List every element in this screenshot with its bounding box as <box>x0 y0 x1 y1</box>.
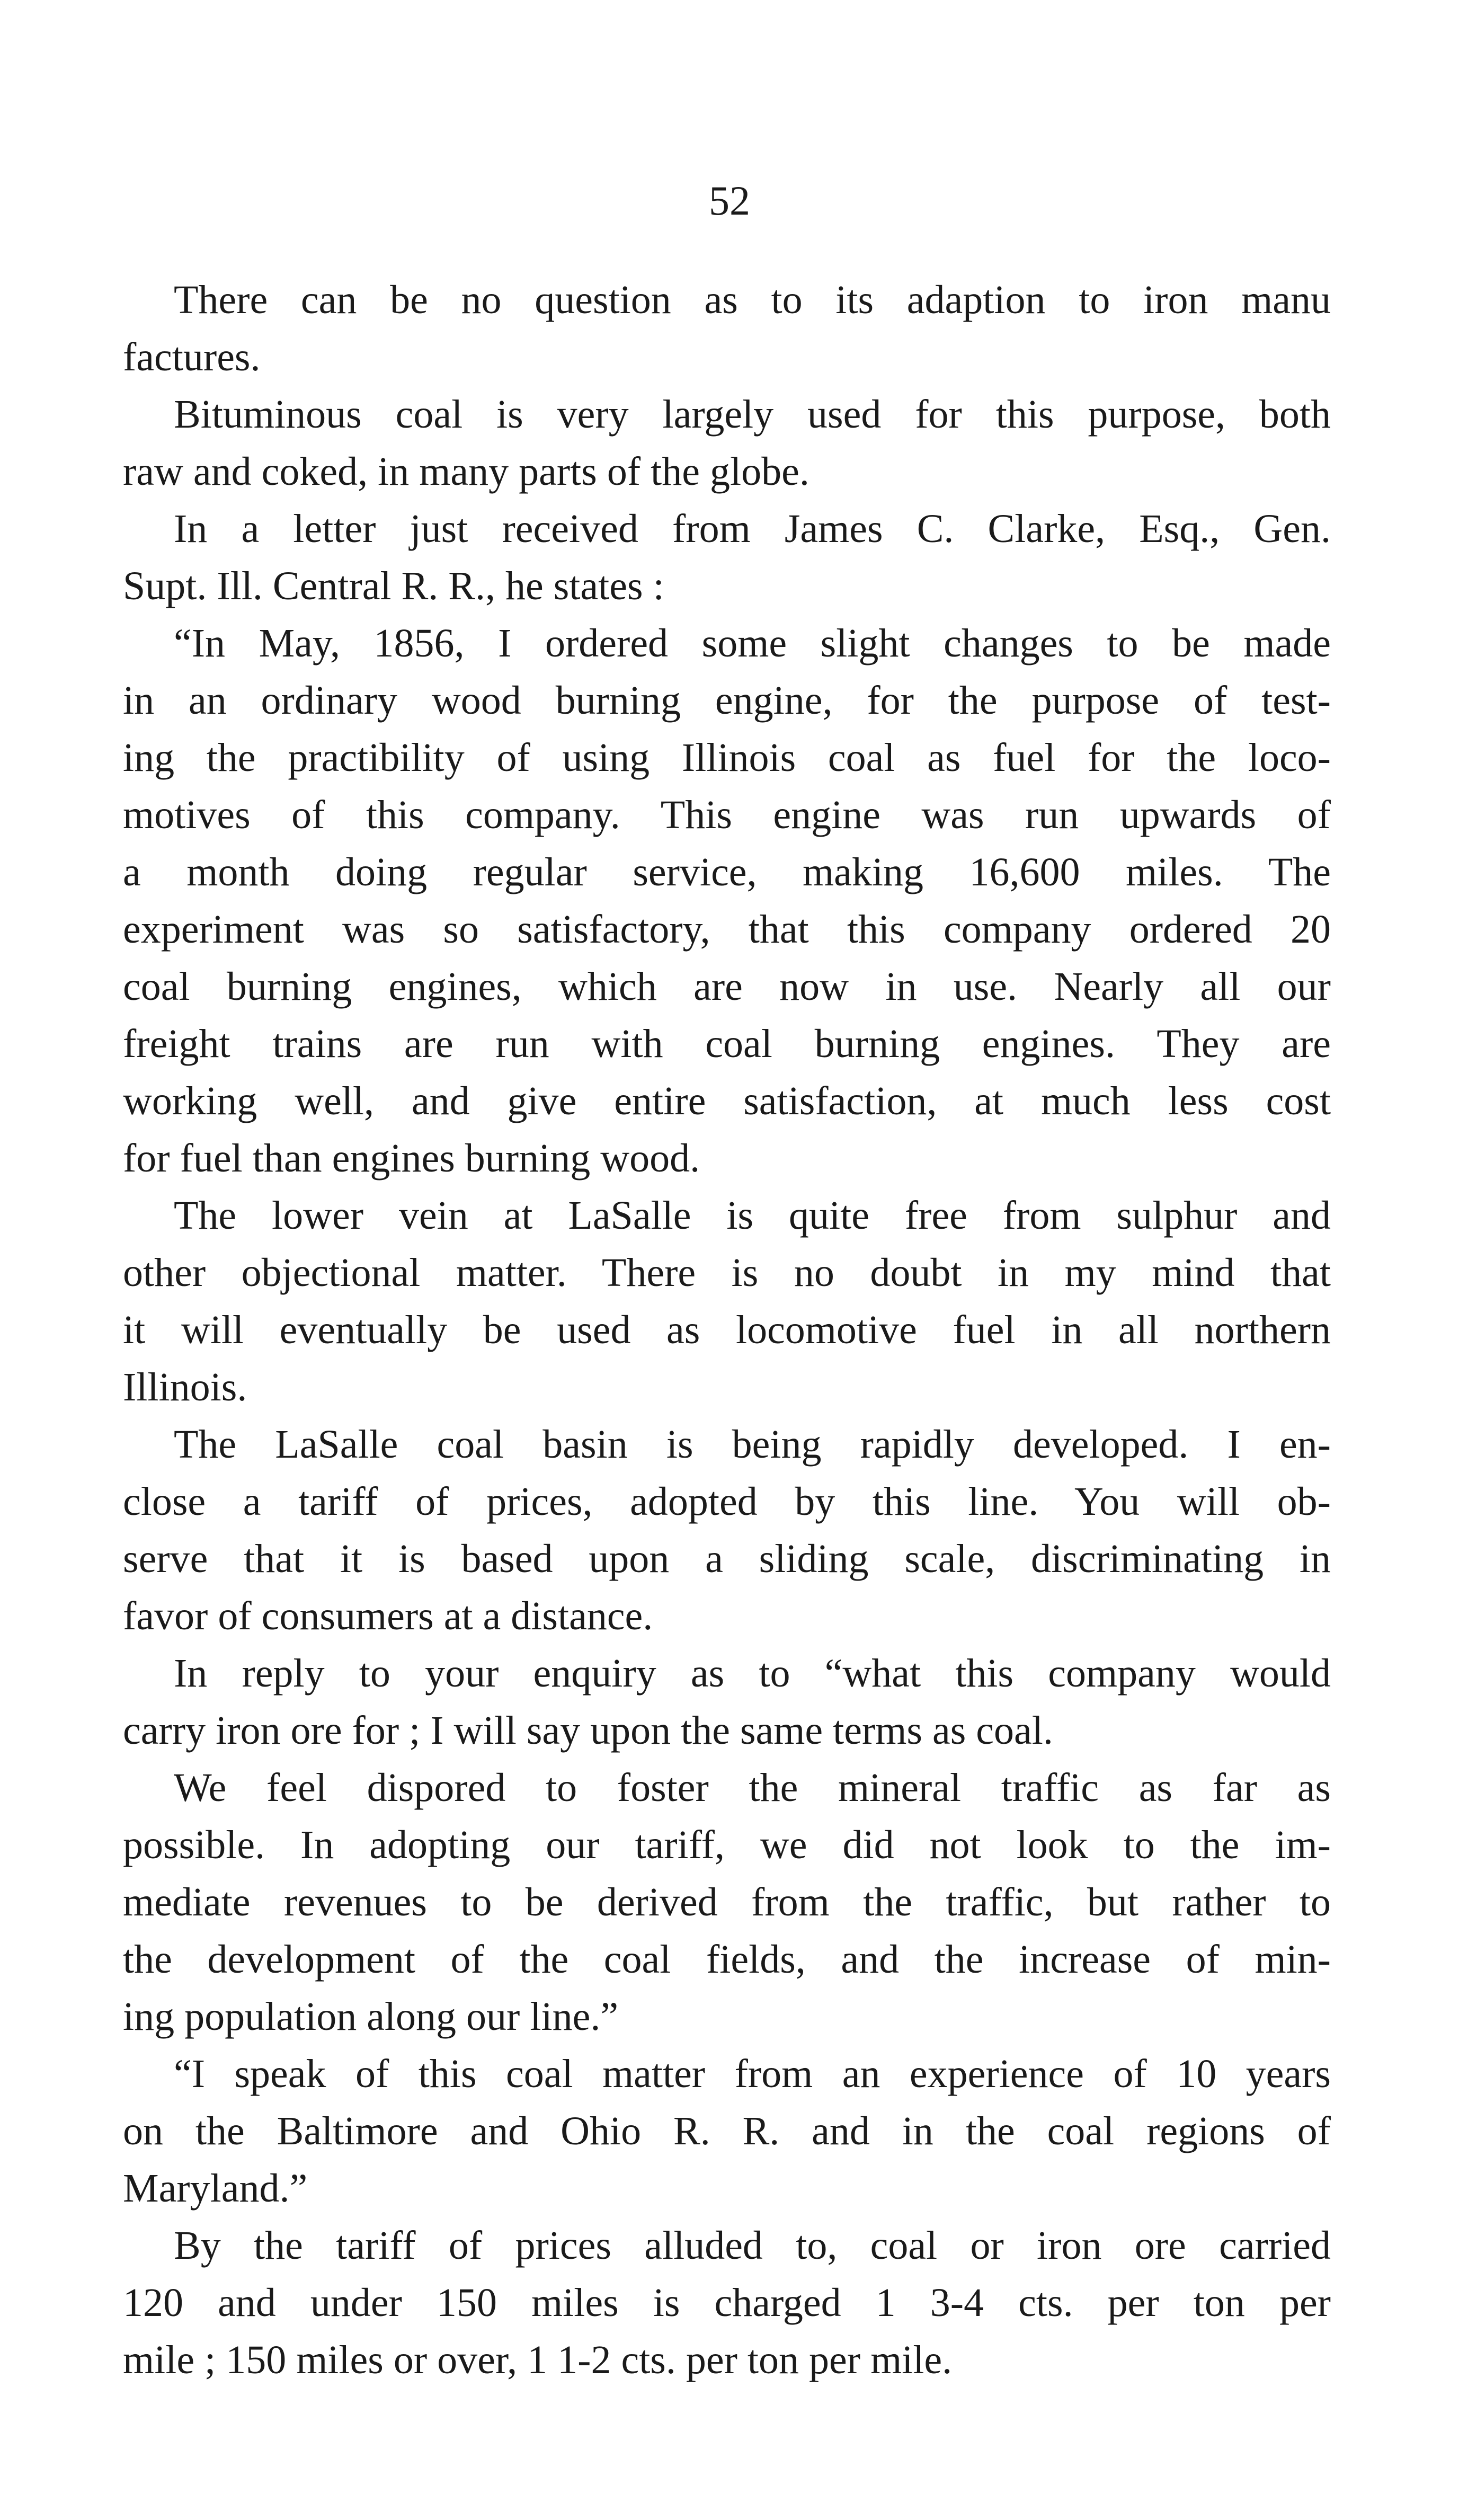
text-line: In a letter just received from James C. Clarke, Esq., Gen. <box>174 507 1331 551</box>
text-line: the development of the coal fields, and the increase of min- <box>123 1937 1331 1982</box>
text-line: Maryland.” <box>123 2166 308 2211</box>
text-line: mile ; 150 miles or over, 1 1-2 cts. per ton per mile. <box>123 2338 953 2382</box>
text-line: it will eventually be used as locomotive fuel in all northern <box>123 1308 1331 1352</box>
text-line: There can be no question as to its adaption to iron manu <box>174 278 1331 322</box>
text-line: for fuel than engines burning wood. <box>123 1136 700 1181</box>
text-line: factures. <box>123 335 261 379</box>
text-line: close a tariff of prices, adopted by this line. You will ob- <box>123 1479 1331 1524</box>
text-line: raw and coked, in many parts of the globe. <box>123 449 809 494</box>
text-line: other objectional matter. There is no doubt in my mind that <box>123 1250 1331 1295</box>
text-line: on the Baltimore and Ohio R. R. and in the coal regions of <box>123 2109 1331 2153</box>
text-line: Bituminous coal is very largely used for this purpose, both <box>174 392 1331 437</box>
text-line: freight trains are run with coal burning engines. They are <box>123 1022 1331 1066</box>
text-line: possible. In adopting our tariff, we did not look to the im- <box>123 1823 1331 1867</box>
text-line: We feel dispored to foster the mineral traffic as far as <box>174 1765 1331 1810</box>
text-line: carry iron ore for ; I will say upon the same terms as coal. <box>123 1708 1053 1753</box>
page-body-text <box>123 271 1331 2389</box>
text-line: Illinois. <box>123 1365 247 1409</box>
text-line: By the tariff of prices alluded to, coal or iron ore carried <box>174 2223 1331 2268</box>
text-line: serve that it is based upon a sliding scale, discriminating in <box>123 1537 1331 1581</box>
text-line: ing the practibility of using Illinois coal as fuel for the loco- <box>123 735 1331 780</box>
text-line: mediate revenues to be derived from the traffic, but rather to <box>123 1880 1331 1924</box>
text-line: The LaSalle coal basin is being rapidly developed. I en- <box>174 1422 1331 1467</box>
text-line: In reply to your enquiry as to “what this company would <box>174 1651 1331 1696</box>
page-number: 52 <box>709 178 750 224</box>
text-line: 120 and under 150 miles is charged 1 3-4 cts. per ton per <box>123 2281 1331 2325</box>
text-line: a month doing regular service, making 16,600 miles. The <box>123 850 1331 894</box>
text-line: Supt. Ill. Central R. R., he states : <box>123 564 664 608</box>
text-line: “In May, 1856, I ordered some slight changes to be made <box>174 621 1331 666</box>
text-line: in an ordinary wood burning engine, for the purpose of test- <box>123 678 1331 723</box>
text-line: coal burning engines, which are now in use. Nearly all our <box>123 964 1331 1009</box>
text-line: The lower vein at LaSalle is quite free from sulphur and <box>174 1193 1331 1238</box>
text-line: favor of consumers at a distance. <box>123 1594 653 1638</box>
text-line: motives of this company. This engine was run upwards of <box>123 793 1331 837</box>
text-line: working well, and give entire satisfaction, at much less cost <box>123 1079 1331 1123</box>
text-line: experiment was so satisfactory, that this company ordered 20 <box>123 907 1331 952</box>
text-line: ing population along our line.” <box>123 1994 619 2039</box>
text-line: “I speak of this coal matter from an experience of 10 years <box>174 2052 1331 2096</box>
